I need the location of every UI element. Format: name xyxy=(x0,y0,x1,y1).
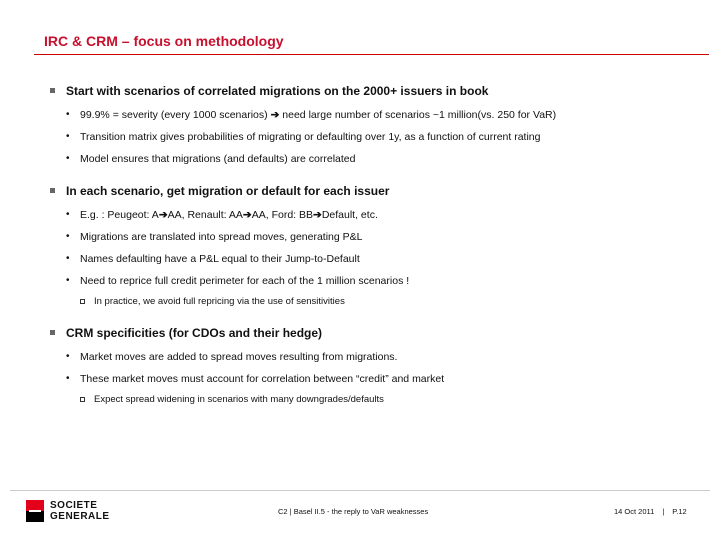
square-bullet-icon xyxy=(50,188,55,193)
dot-bullet-icon: • xyxy=(66,253,70,264)
list-item-text: These market moves must account for correlation between “credit” and market xyxy=(80,373,445,385)
square-bullet-icon xyxy=(50,88,55,93)
square-bullet-icon xyxy=(50,330,55,335)
section-heading-text: In each scenario, get migration or default for each issuer xyxy=(66,184,390,198)
sub-list-item-text: Expect spread widening in scenarios with many downgrades/defaults xyxy=(94,394,384,405)
list-item-text: E.g. : Peugeot: A➔AA, Renault: AA➔AA, Ford: BB➔Default, etc. xyxy=(80,209,378,221)
dot-bullet-icon: • xyxy=(66,209,70,220)
logo-wordmark: SOCIETE GENERALE xyxy=(50,500,110,522)
hollow-square-bullet-icon xyxy=(80,299,85,304)
right-arrow-icon: ➔ xyxy=(270,109,280,121)
list-item-text: Need to reprice full credit perimeter for each of the 1 million scenarios ! xyxy=(80,275,410,287)
sub-list-item-text: In practice, we avoid full repricing via the use of sensitivities xyxy=(94,296,345,307)
footer-divider xyxy=(10,490,710,491)
footer-date: 14 Oct 2011 xyxy=(614,507,655,516)
logo-mark-icon xyxy=(26,500,44,522)
section-heading-text: Start with scenarios of correlated migrations on the 2000+ issuers in book xyxy=(66,84,489,98)
dot-bullet-icon: • xyxy=(66,373,70,384)
title-divider xyxy=(34,54,709,55)
list-item-text: Transition matrix gives probabilities of migrating or defaulting over 1y, as a function of current rating xyxy=(80,131,541,143)
page-title: IRC & CRM – focus on methodology xyxy=(44,33,284,49)
dot-bullet-icon: • xyxy=(66,109,70,120)
footer-separator: | xyxy=(662,507,665,516)
footer-text: C2 | Basel II.5 - the reply to VaR weaknesses xyxy=(278,507,429,516)
right-arrow-icon: ➔ xyxy=(242,209,252,221)
dot-bullet-icon: • xyxy=(66,153,70,164)
societe-generale-logo xyxy=(26,500,126,526)
section-heading-text: CRM specificities (for CDOs and their hedge) xyxy=(66,326,323,340)
dot-bullet-icon: • xyxy=(66,231,70,242)
page-number: P.12 xyxy=(672,507,687,516)
dot-bullet-icon: • xyxy=(66,131,70,142)
right-arrow-icon: ➔ xyxy=(158,209,168,221)
dot-bullet-icon: • xyxy=(66,351,70,362)
list-item-text: Names defaulting have a P&L equal to their Jump-to-Default xyxy=(80,253,360,265)
dot-bullet-icon: • xyxy=(66,275,70,286)
right-arrow-icon: ➔ xyxy=(313,209,322,221)
hollow-square-bullet-icon xyxy=(80,397,85,402)
list-item-text: Market moves are added to spread moves resulting from migrations. xyxy=(80,351,398,363)
list-item-text: 99.9% = severity (every 1000 scenarios) ➔ need large number of scenarios ~1 million(vs. 250 for VaR) xyxy=(80,109,557,121)
list-item-text: Migrations are translated into spread moves, generating P&L xyxy=(80,231,363,243)
list-item-text: Model ensures that migrations (and defaults) are correlated xyxy=(80,153,356,165)
footer-page-info xyxy=(614,507,687,516)
